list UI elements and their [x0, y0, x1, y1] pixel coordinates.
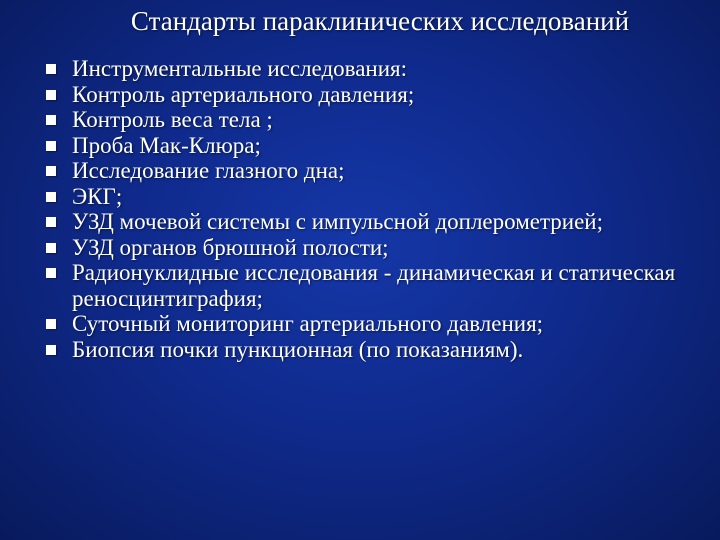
list-item [42, 260, 702, 311]
list-item-text: ЭКГ; [72, 183, 123, 209]
list-item [42, 133, 702, 159]
list-item [42, 337, 702, 363]
square-bullet-icon [46, 268, 56, 278]
list-item-text: Суточный мониторинг артериального давления; [72, 311, 544, 336]
square-bullet-icon [46, 166, 56, 176]
bullet-list [42, 56, 702, 362]
square-bullet-icon [46, 141, 56, 151]
list-item [42, 235, 702, 261]
list-item-text: Биопсия почки пункционная (по показаниям). [72, 336, 524, 362]
square-bullet-icon [46, 115, 56, 125]
list-item [42, 82, 702, 108]
list-item [42, 311, 702, 337]
square-bullet-icon [46, 345, 56, 355]
list-item-text: Исследование глазного дна; [72, 158, 345, 183]
square-bullet-icon [46, 64, 56, 74]
square-bullet-icon [46, 243, 56, 253]
list-item-text: УЗД органов брюшной полости; [72, 234, 389, 260]
list-item [42, 184, 702, 210]
list-item [42, 56, 702, 82]
square-bullet-icon [46, 90, 56, 100]
list-item [42, 158, 702, 184]
list-item-text: Контроль веса тела ; [72, 107, 273, 132]
square-bullet-icon [46, 192, 56, 202]
list-item [42, 209, 702, 235]
list-item-text: Контроль артериального давления; [72, 81, 415, 107]
list-item-text: Проба Мак-Клюра; [72, 132, 261, 158]
list-item [42, 107, 702, 133]
square-bullet-icon [46, 319, 56, 329]
list-item-text: Инструментальные исследования: [72, 56, 408, 81]
slide-title: Стандарты параклинических исследований [130, 6, 630, 36]
list-item-text: Радионуклидные исследования - динамическая и статическая реносцинтиграфия; [72, 260, 676, 311]
square-bullet-icon [46, 217, 56, 227]
list-item-text: УЗД мочевой системы с импульсной доплерометрией; [72, 209, 604, 234]
